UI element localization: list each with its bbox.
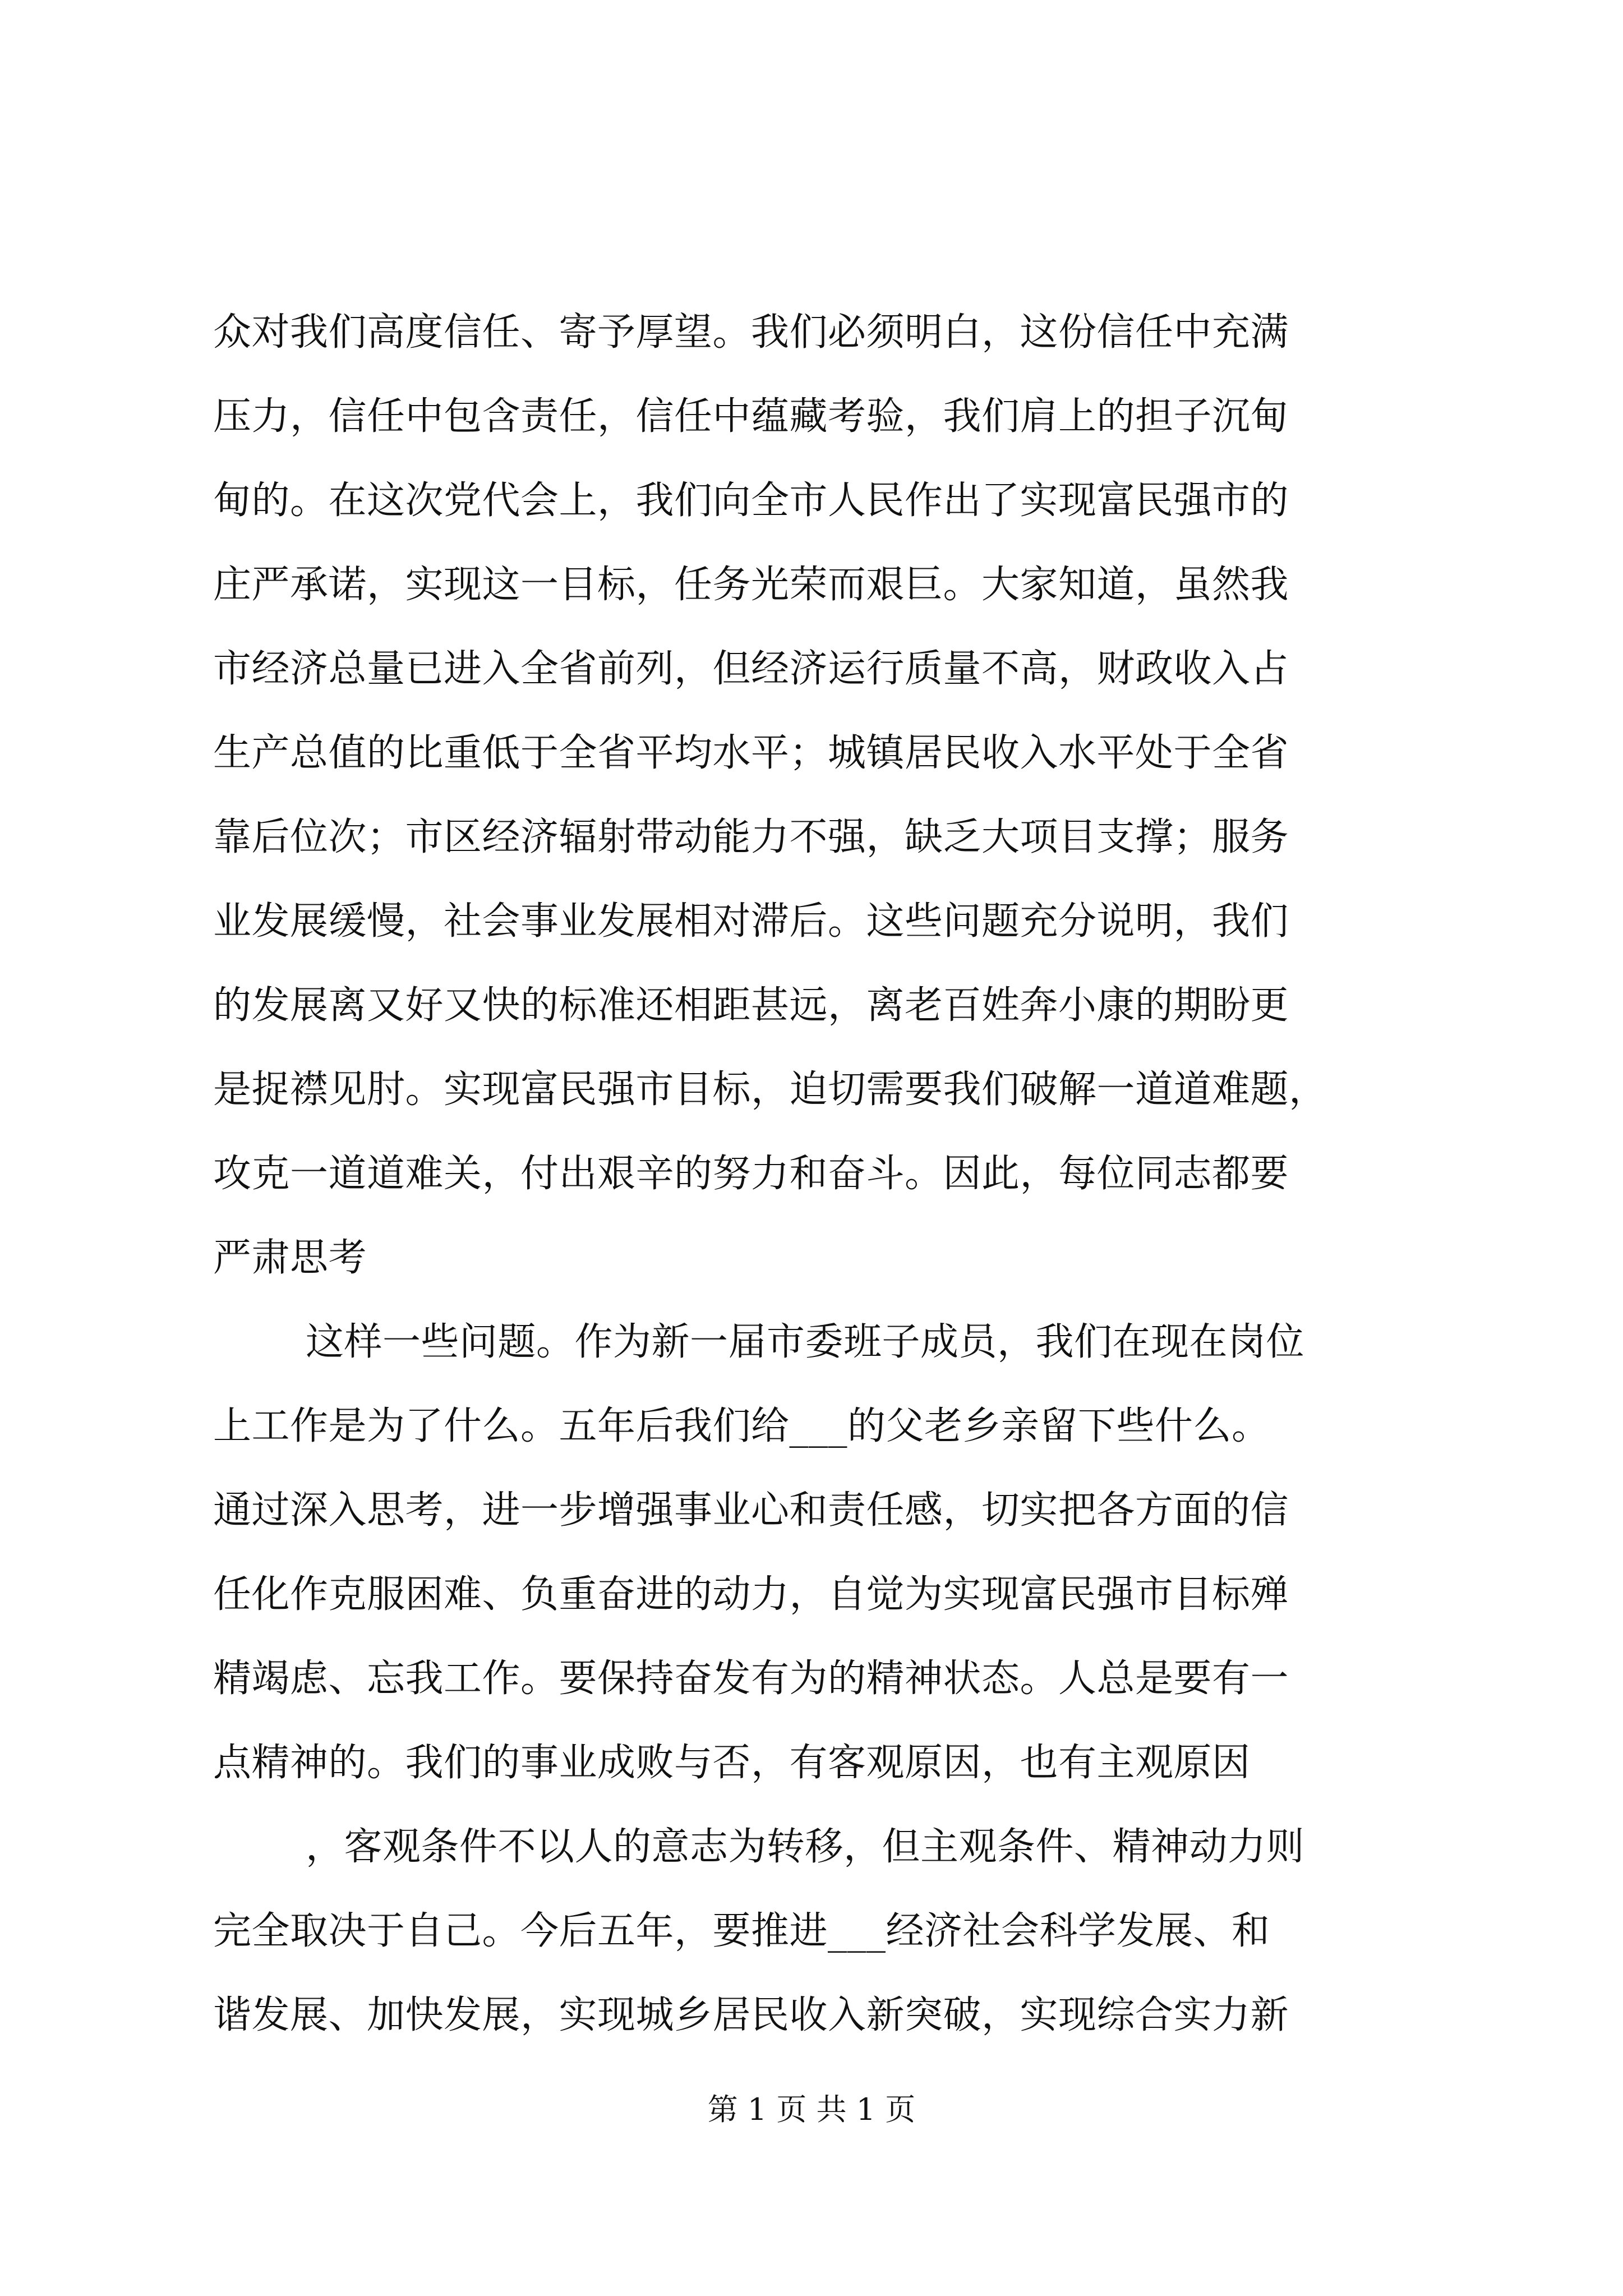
- text-line: 谐发展、加快发展，实现城乡居民收入新突破，实现综合实力新: [213, 1993, 1289, 2037]
- text-line: 靠后位次；市区经济辐射带动能力不强，缺乏大项目支撑；服务: [213, 815, 1289, 859]
- text-line: 上工作是为了什么。五年后我们给___的父老乡亲留下些什么。: [213, 1404, 1270, 1448]
- paragraph-first-line: ，客观条件不以人的意志为转移，但主观条件、精神动力则: [306, 1825, 1305, 1869]
- text-line: 业发展缓慢，社会事业发展相对滞后。这些问题充分说明，我们: [213, 899, 1289, 944]
- text-line: 攻克一道道难关，付出艰辛的努力和奋斗。因此，每位同志都要: [213, 1152, 1289, 1196]
- text-line: 精竭虑、忘我工作。要保持奋发有为的精神状态。人总是要有一: [213, 1657, 1289, 1701]
- text-line: 的发展离又好又快的标准还相距甚远，离老百姓奔小康的期盼更: [213, 983, 1289, 1028]
- text-line: 压力，信任中包含责任，信任中蕴藏考验，我们肩上的担子沉甸: [213, 394, 1289, 439]
- text-line: 通过深入思考，进一步增强事业心和责任感，切实把各方面的信: [213, 1488, 1289, 1533]
- text-line: 甸的。在这次党代会上，我们向全市人民作出了实现富民强市的: [213, 478, 1289, 523]
- text-line: 市经济总量已进入全省前列，但经济运行质量不高，财政收入占: [213, 647, 1289, 691]
- text-line: 点精神的。我们的事业成败与否，有客观原因，也有主观原因: [213, 1741, 1251, 1785]
- text-line: 众对我们高度信任、寄予厚望。我们必须明白，这份信任中充满: [213, 310, 1289, 355]
- text-line: 庄严承诺，实现这一目标，任务光荣而艰巨。大家知道，虽然我: [213, 563, 1289, 607]
- text-line: 完全取决于自己。今后五年，要推进___经济社会科学发展、和: [213, 1909, 1270, 1953]
- text-line: 严肃思考: [213, 1236, 367, 1280]
- text-line: 是捉襟见肘。实现富民强市目标，迫切需要我们破解一道道难题，: [213, 1068, 1327, 1112]
- text-line: 任化作克服困难、负重奋进的动力，自觉为实现富民强市目标殚: [213, 1572, 1289, 1617]
- text-line: 生产总值的比重低于全省平均水平；城镇居民收入水平处于全省: [213, 731, 1289, 775]
- page-number: 第 1 页 共 1 页: [707, 2092, 916, 2127]
- paragraph-first-line: 这样一些问题。作为新一届市委班子成员，我们在现在岗位: [306, 1320, 1305, 1364]
